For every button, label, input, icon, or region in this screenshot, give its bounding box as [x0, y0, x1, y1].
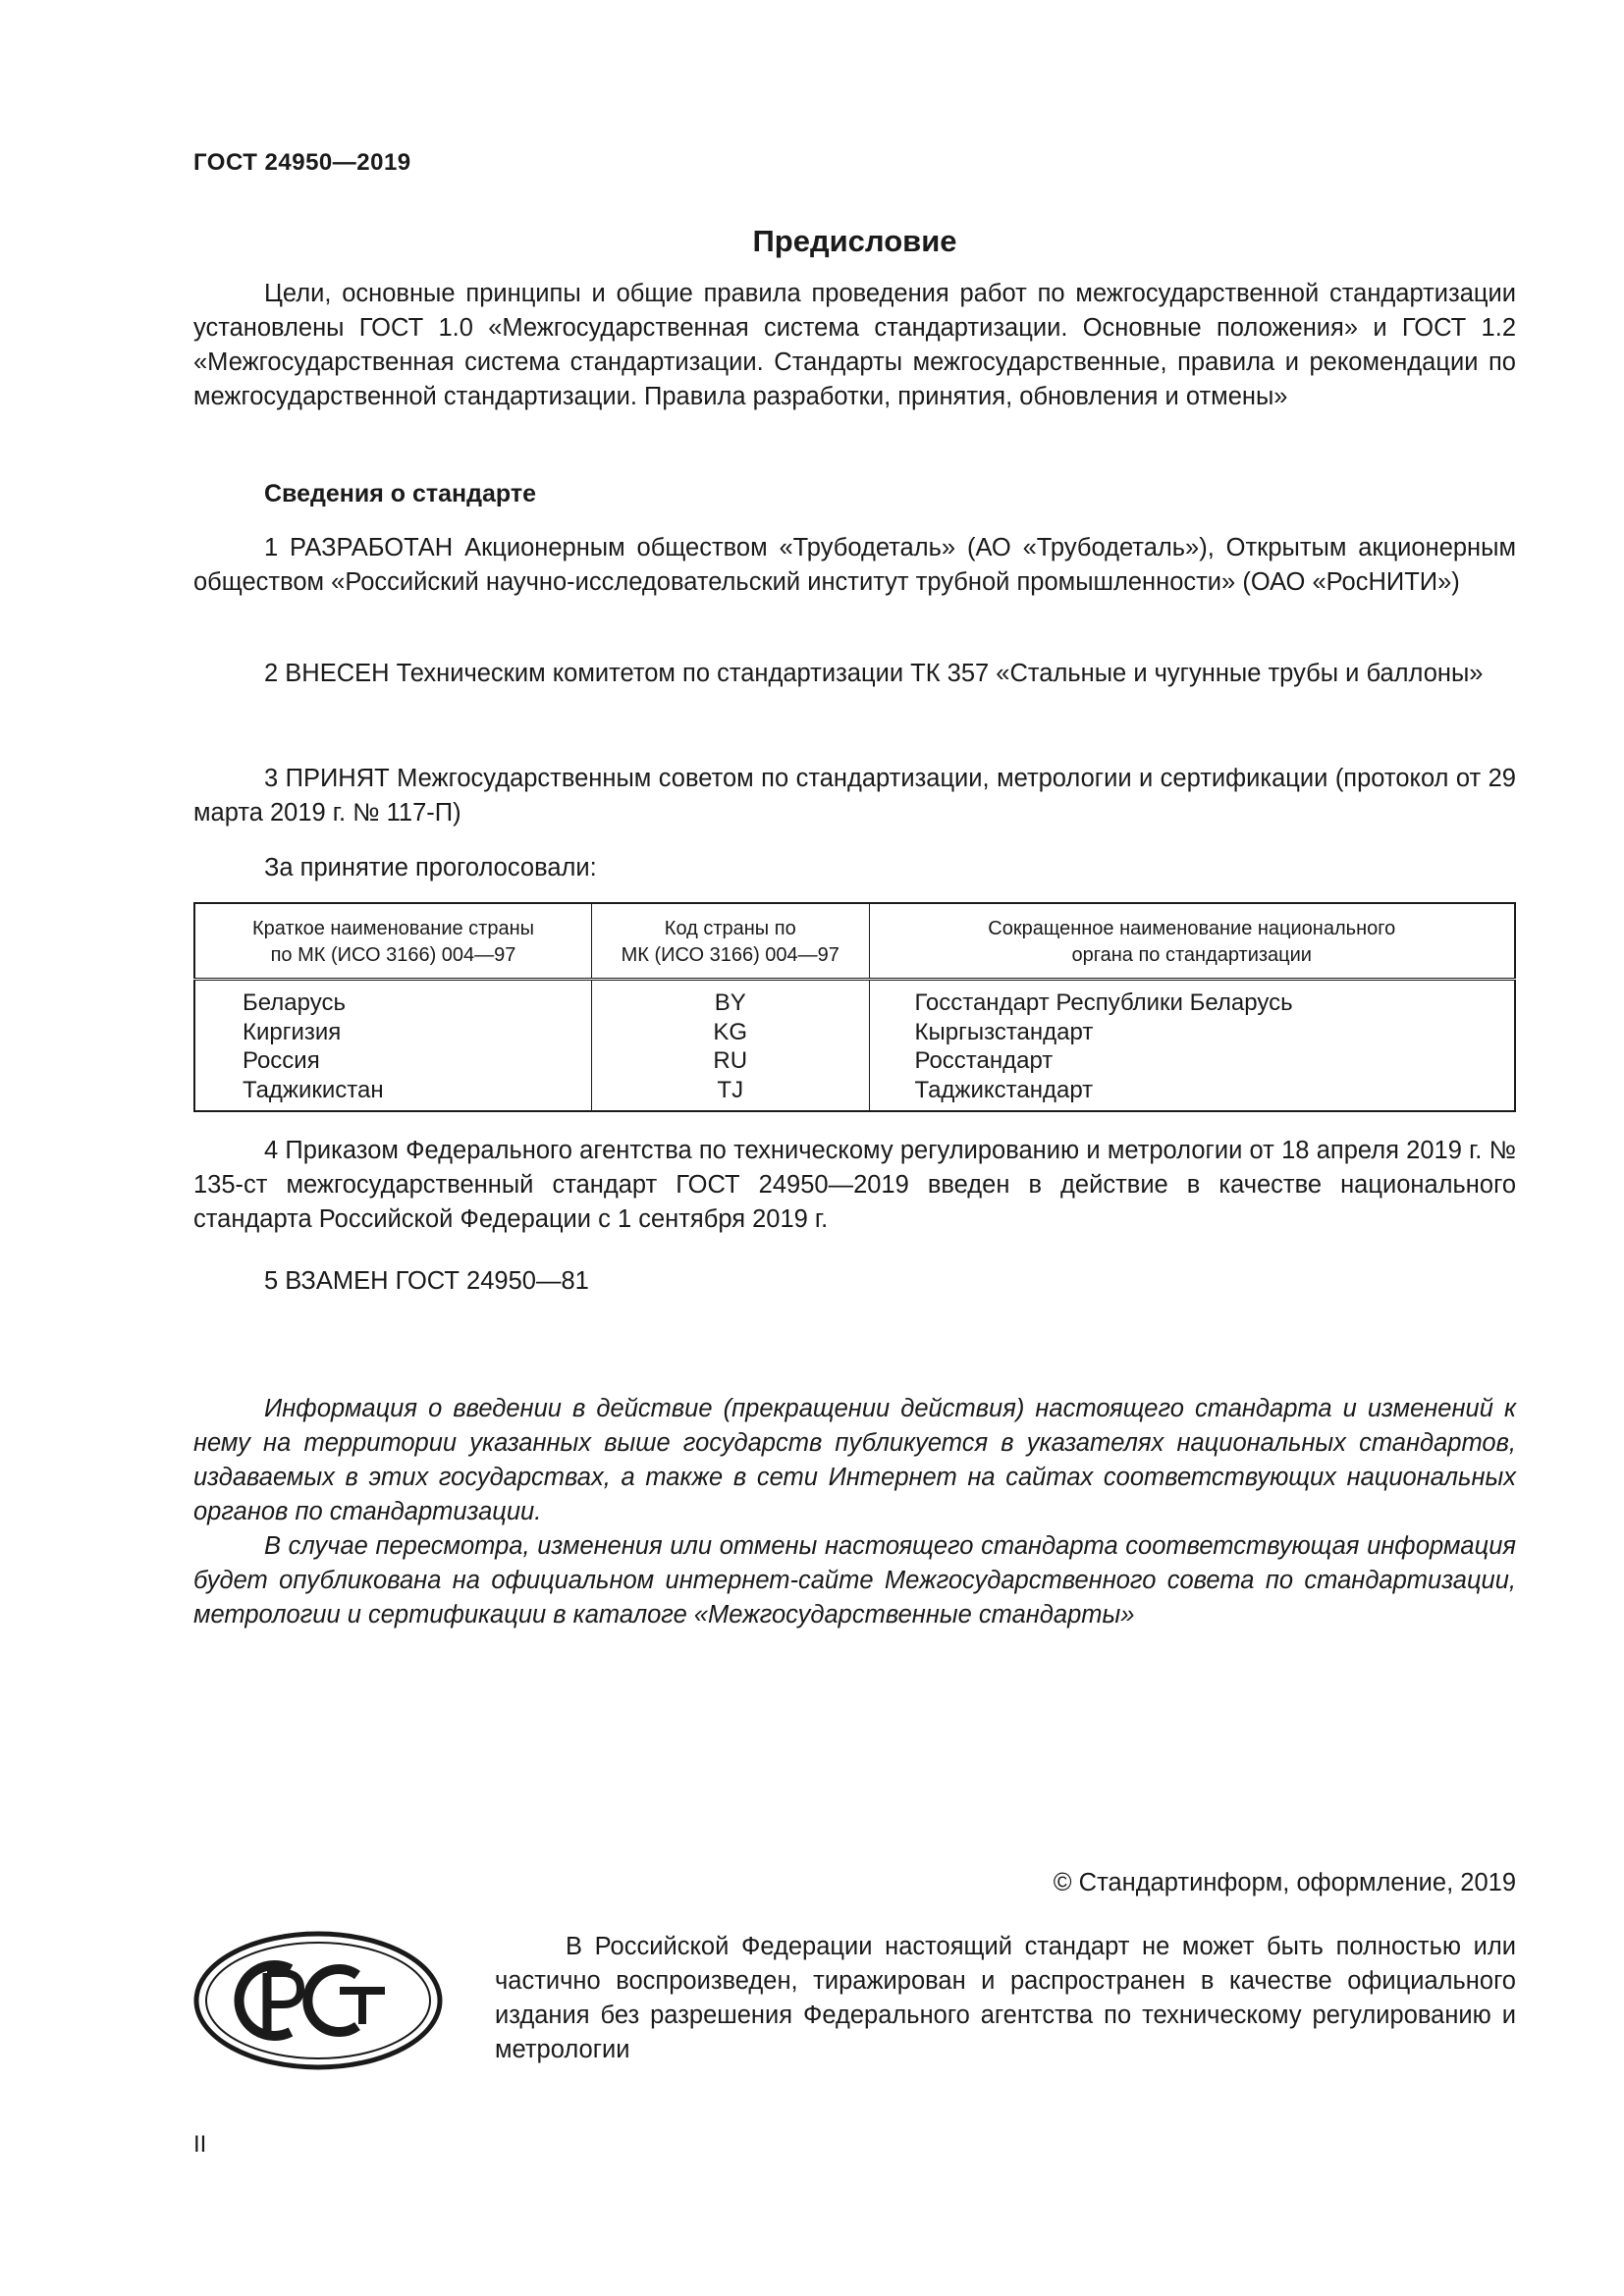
header-line: МК (ИСО 3166) 004—97	[621, 944, 839, 966]
page-title: Предисловие	[752, 224, 957, 258]
table-header-row	[194, 903, 1515, 980]
country-code: BY	[592, 980, 870, 1018]
standards-body: Госстандарт Республики Беларусь	[914, 989, 1293, 1016]
intro-paragraph: Цели, основные принципы и общие правила проведения работ по межгосударственной стандартизации установлены ГОСТ 1.0 «Межгосударственная система стандартизации. Основные положения» и ГОСТ 1.2 «Межгосударственная система стандартизации. Стандарты межгосударственные, правила и рекомендации по межгосударственной стандартизации. Правила разработки, принятия, обновления и отмены»	[193, 280, 1516, 410]
voting-countries-table	[193, 902, 1516, 1112]
header-line: Краткое наименование страны	[251, 918, 535, 939]
standards-body: Кыргызстандарт	[914, 1018, 1094, 1045]
rst-certification-logo-icon	[192, 1930, 444, 2071]
info-italic-paragraph: Информация о введении в действие (прекращении действия) настоящего стандарта и изменений к нему на территории указанных выше государств публикуется в указателях национальных стандартов, издаваемых в этих государствах, а также в сети Интернет на сайтах соответствующих национальных органов по стандартизации.	[193, 1395, 1516, 1525]
copyright-notice: В Российской Федерации настоящий стандарт не может быть полностью или частично воспроизведен, тиражирован и распространен в качестве официального издания без разрешения Федерального агентства по техническому регулированию и метрологии	[495, 1933, 1516, 2063]
table-row	[194, 1046, 1515, 1076]
country-name: Киргизия	[194, 1018, 592, 1047]
header-country	[194, 903, 592, 980]
revision-italic-paragraph: В случае пересмотра, изменения или отмены настоящего стандарта соответствующая информация будет опубликована на официальном интернет-сайте Межгосударственного совета по стандартизации, метрологии и сертификации в каталоге «Межгосударственные стандарты»	[193, 1532, 1516, 1629]
header-line: Код страны по	[664, 918, 796, 939]
item-adopted: 3 ПРИНЯТ Межгосударственным советом по стандартизации, метрологии и сертификации (протокол от 29 марта 2019 г. № 117-П)	[193, 765, 1516, 827]
item-developed: 1 РАЗРАБОТАН Акционерным обществом «Трубодеталь» (АО «Трубодеталь»), Открытым акционерным обществом «Российский научно-исследовательский институт трубной промышленности» (ОАО «РосНИТИ»)	[193, 534, 1516, 596]
page-number: II	[193, 2131, 207, 2158]
item-order: 4 Приказом Федерального агентства по техническому регулированию и метрологии от 18 апреля 2019 г. № 135-ст межгосударственный стандарт ГОСТ 24950—2019 введен в действие в качестве национального стандарта Российской Федерации с 1 сентября 2019 г.	[193, 1137, 1516, 1233]
country-name: Беларусь	[194, 980, 592, 1018]
table-row	[194, 1076, 1515, 1112]
header-organization	[869, 903, 1515, 980]
country-code: KG	[592, 1018, 870, 1047]
header-line: по МК (ИСО 3166) 004—97	[270, 944, 516, 966]
item-introduced: 2 ВНЕСЕН Техническим комитетом по стандартизации ТК 357 «Стальные и чугунные трубы и баллоны»	[264, 660, 1484, 687]
header-code	[592, 903, 870, 980]
copyright-line: © Стандартинформ, оформление, 2019	[1053, 1869, 1516, 1896]
info-heading: Сведения о стандарте	[264, 480, 537, 507]
country-name: Таджикистан	[194, 1076, 592, 1112]
table-row	[194, 1018, 1515, 1047]
document-id: ГОСТ 24950—2019	[193, 149, 411, 176]
votes-label: За принятие проголосовали:	[264, 854, 597, 881]
standards-body: Таджикстандарт	[914, 1076, 1094, 1103]
header-line: Сокращенное наименование национального	[988, 918, 1396, 939]
standards-body: Росстандарт	[914, 1047, 1054, 1074]
country-code: RU	[592, 1046, 870, 1076]
header-line: органа по стандартизации	[1071, 944, 1312, 966]
table-row	[194, 980, 1515, 1018]
country-code: TJ	[592, 1076, 870, 1112]
item-replaces: 5 ВЗАМЕН ГОСТ 24950—81	[264, 1267, 589, 1295]
country-name: Россия	[194, 1046, 592, 1076]
